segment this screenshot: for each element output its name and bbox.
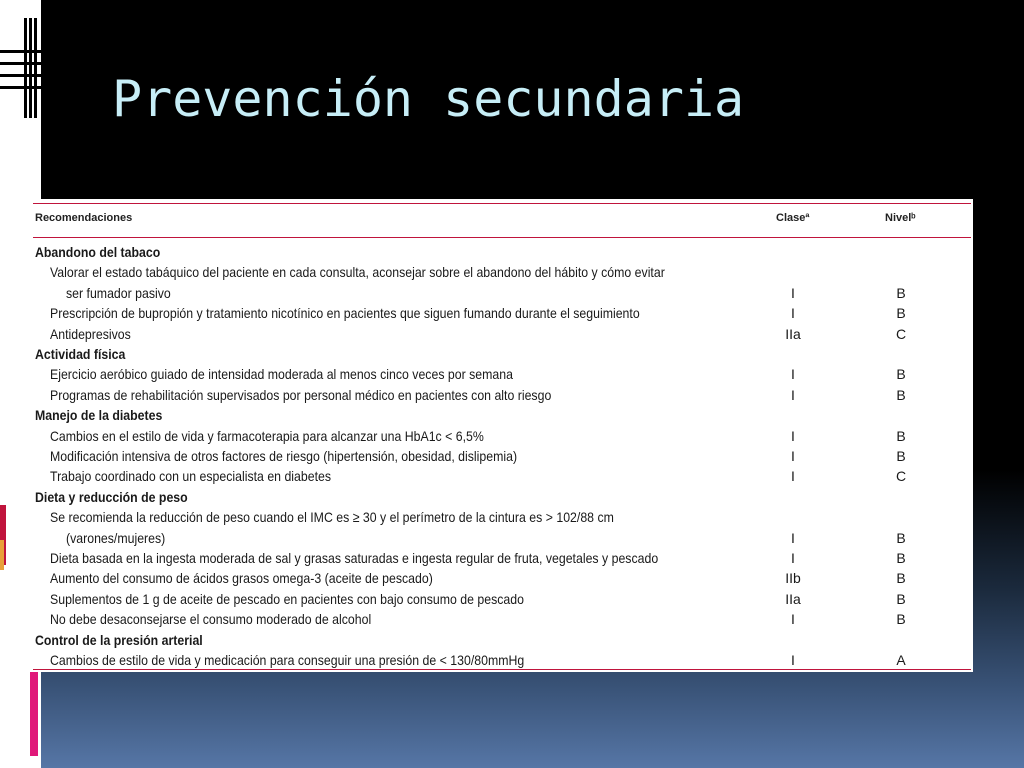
slide-title: Prevención secundaria <box>112 70 745 128</box>
recommendation-text: Cambios de estilo de vida y medicación para conseguir una presión de < 130/80mmHg <box>50 652 525 668</box>
header-nivel: Nivelᵇ <box>885 212 916 224</box>
class-cell: IIa <box>785 325 801 342</box>
stripe-pattern <box>0 18 41 118</box>
level-cell: B <box>896 529 906 546</box>
table-row <box>28 528 973 548</box>
level-cell: B <box>896 590 906 607</box>
level-cell: B <box>896 284 906 301</box>
level-cell: B <box>896 550 906 566</box>
section-title: Abandono del tabaco <box>35 244 161 260</box>
table-row <box>28 548 973 568</box>
recommendation-text: Antidepresivos <box>50 325 131 342</box>
recommendation-text: (varones/mujeres) <box>66 529 166 546</box>
accent-bar-magenta <box>30 672 38 756</box>
recommendation-text: ser fumador pasivo <box>66 284 171 301</box>
level-cell: C <box>895 325 907 342</box>
header-recomendaciones: Recomendaciones <box>35 212 133 224</box>
class-cell: IIa <box>785 590 801 607</box>
class-cell: I <box>791 550 795 566</box>
class-cell: I <box>791 529 795 546</box>
class-cell: I <box>791 305 795 322</box>
class-cell: I <box>791 386 795 403</box>
class-cell: I <box>791 366 795 383</box>
level-cell: B <box>896 570 906 587</box>
table-row <box>28 283 973 303</box>
section-header-row <box>28 630 973 650</box>
level-cell: B <box>896 386 906 403</box>
section-title: Actividad física <box>35 346 126 362</box>
recommendation-text: Prescripción de bupropión y tratamiento nicotínico en pacientes que siguen fumando durante el seguimiento <box>50 305 640 322</box>
accent-bar-orange <box>0 540 4 570</box>
section-header-row <box>28 242 973 262</box>
class-cell: IIb <box>785 570 801 587</box>
section-title: Control de la presión arterial <box>35 631 203 648</box>
level-cell: A <box>896 652 906 668</box>
section-title: Dieta y reducción de peso <box>35 488 188 505</box>
section-header-row <box>28 344 973 364</box>
table-row <box>28 385 973 405</box>
level-cell: B <box>896 305 906 322</box>
table-row <box>28 507 973 527</box>
table-row <box>28 589 973 609</box>
class-cell: I <box>791 284 795 301</box>
level-cell: B <box>896 427 906 444</box>
recommendation-text: Programas de rehabilitación supervisados por personal médico en pacientes con alto riesgo <box>50 386 552 403</box>
header-clase: Claseª <box>776 212 810 224</box>
recommendation-text: Trabajo coordinado con un especialista en diabetes <box>50 468 332 485</box>
recommendation-text: Dieta basada en la ingesta moderada de sal y grasas saturadas e ingesta regular de fruta, vegetales y pescado <box>50 550 659 566</box>
class-cell: I <box>791 611 795 628</box>
table-row <box>28 324 973 344</box>
recommendations-table <box>28 199 973 672</box>
recommendation-text: Aumento del consumo de ácidos grasos omega-3 (aceite de pescado) <box>50 570 433 587</box>
table-row <box>28 466 973 486</box>
table-row <box>28 364 973 384</box>
table-row <box>28 609 973 629</box>
recommendation-text: Ejercicio aeróbico guiado de intensidad moderada al menos cinco veces por semana <box>50 366 513 383</box>
section-header-row <box>28 487 973 507</box>
recommendation-text: Suplementos de 1 g de aceite de pescado en pacientes con bajo consumo de pescado <box>50 590 524 607</box>
table-row <box>28 650 973 670</box>
table-header-rule <box>33 237 971 238</box>
table-row <box>28 303 973 323</box>
recommendation-text: Se recomienda la reducción de peso cuando el IMC es ≥ 30 y el perímetro de la cintura es > 102/88 cm <box>50 509 614 526</box>
class-cell: I <box>791 652 795 668</box>
table-row <box>28 262 973 282</box>
level-cell: B <box>896 448 906 464</box>
class-cell: I <box>791 427 795 444</box>
class-cell: I <box>791 448 795 464</box>
level-cell: B <box>896 611 906 628</box>
recommendation-text: Cambios en el estilo de vida y farmacoterapia para alcanzar una HbA1c < 6,5% <box>50 427 484 444</box>
recommendation-text: Modificación intensiva de otros factores de riesgo (hipertensión, obesidad, dislipemia) <box>50 448 518 464</box>
section-title: Manejo de la diabetes <box>35 407 163 424</box>
level-cell: B <box>896 366 906 383</box>
recommendation-text: No debe desaconsejarse el consumo moderado de alcohol <box>50 611 372 628</box>
recommendation-text: Valorar el estado tabáquico del paciente en cada consulta, aconsejar sobre el abandono del hábito y cómo evitar <box>50 264 665 281</box>
table-row <box>28 426 973 446</box>
table-top-rule <box>33 203 971 204</box>
level-cell: C <box>895 468 907 485</box>
section-header-row <box>28 405 973 425</box>
table-row <box>28 568 973 588</box>
table-row <box>28 446 973 466</box>
class-cell: I <box>791 468 795 485</box>
